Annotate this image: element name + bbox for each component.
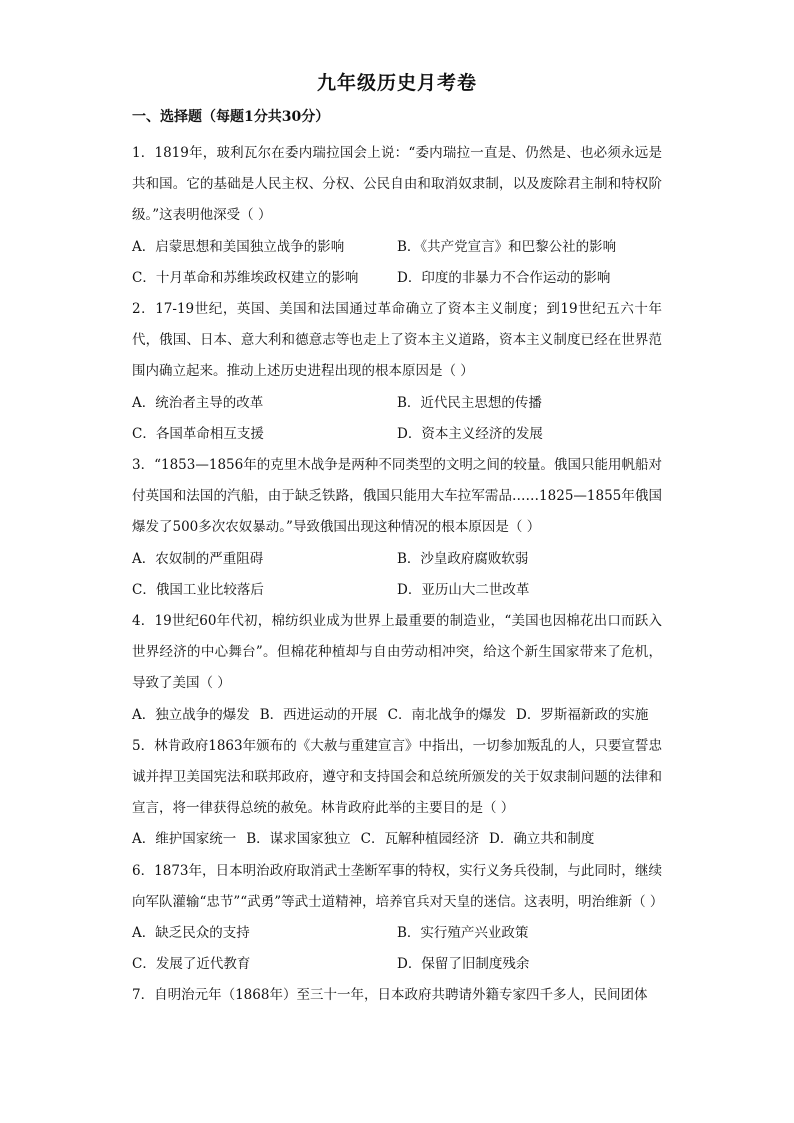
option-b[interactable]: B．谋求国家独立 [246, 831, 351, 848]
option-d[interactable]: D．亚历山大二世改革 [397, 581, 530, 598]
option-group [132, 388, 662, 450]
option-c[interactable]: C．十月革命和苏维埃政权建立的影响 [132, 269, 359, 286]
option-a[interactable]: A．缺乏民众的支持 [132, 925, 250, 942]
question-stem: 5．林肯政府1863年颁布的《大赦与重建宣言》中指出，一切参加叛乱的人，只要宣誓忠诚并捍卫美国宪法和联邦政府，遵守和支持国会和总统所颁发的关于奴隶制问题的法律和宣言，将一律获得总统的赦免。林肯政府此举的主要目的是（ ） [132, 737, 662, 817]
option-c[interactable]: C．瓦解种植园经济 [360, 831, 480, 848]
question-3 [132, 450, 662, 606]
option-group [132, 232, 662, 294]
option-d[interactable]: D．保留了旧制度残余 [397, 956, 530, 973]
option-a[interactable]: A．统治者主导的改革 [132, 394, 264, 411]
option-c[interactable]: C．发展了近代教育 [132, 956, 251, 973]
question-stem: 6．1873年，日本明治政府取消武士垄断军事的特权，实行义务兵役制，与此同时，继续向军队灌输“忠节”“武勇”等武士道精神，培养官兵对天皇的迷信。这表明，明治维新（ ） [132, 862, 664, 910]
question-2 [132, 294, 662, 450]
option-a[interactable]: A．独立战争的爆发 [132, 706, 250, 723]
option-d[interactable]: D．资本主义经济的发展 [397, 425, 543, 442]
option-b[interactable]: B．近代民主思想的传播 [397, 394, 542, 411]
option-d[interactable]: D．罗斯福新政的实施 [516, 706, 649, 723]
option-group [132, 824, 662, 855]
option-c[interactable]: C．各国革命相互支援 [132, 425, 264, 442]
question-list [132, 138, 662, 1012]
question-stem: 3．“1853—1856年的克里木战争是两种不同类型的文明之间的较量。俄国只能用帆船对付英国和法国的汽船，由于缺乏铁路，俄国只能用大车拉军需品……1825—1855年俄国爆发了500多次农奴暴动。”导致俄国出现这种情况的根本原因是（ ） [132, 457, 662, 536]
option-b[interactable]: B．西进运动的开展 [259, 706, 378, 723]
option-group [132, 918, 662, 980]
option-a[interactable]: A．农奴制的严重阻碍 [132, 550, 264, 567]
option-b[interactable]: B．沙皇政府腐败软弱 [397, 550, 529, 567]
question-7 [132, 980, 662, 1011]
option-d[interactable]: D．确立共和制度 [489, 831, 595, 848]
option-c[interactable]: C．俄国工业比较落后 [132, 581, 264, 598]
option-d[interactable]: D．印度的非暴力不合作运动的影响 [397, 269, 611, 286]
question-stem: 1．1819年，玻利瓦尔在委内瑞拉国会上说：“委内瑞拉一直是、仍然是、也必须永远是共和国。它的基础是人民主权、分权、公民自由和取消奴隶制，以及废除君主制和特权阶级。”这表明他深受（ ） [132, 145, 662, 224]
option-group [132, 544, 662, 606]
question-6 [132, 856, 662, 981]
option-a[interactable]: A．启蒙思想和美国独立战争的影响 [132, 238, 345, 255]
page-title: 九年级历史月考卷 [316, 72, 477, 94]
question-stem: 2．17-19世纪，英国、美国和法国通过革命确立了资本主义制度；到19世纪五六十年代，俄国、日本、意大利和德意志等也走上了资本主义道路，资本主义制度已经在世界范围内确立起来。推动上述历史进程出现的根本原因是（ ） [132, 301, 662, 380]
option-b[interactable]: B．实行殖产兴业政策 [397, 925, 529, 942]
question-5 [132, 731, 662, 856]
question-4 [132, 606, 662, 731]
option-c[interactable]: C．南北战争的爆发 [387, 706, 507, 723]
question-stem: 4．19世纪60年代初，棉纺织业成为世界上最重要的制造业，“美国也因棉花出口而跃入世界经济的中心舞台”。但棉花种植却与自由劳动相冲突，给这个新生国家带来了危机，导致了美国（ ） [132, 613, 662, 692]
question-stem: 7．自明治元年（1868年）至三十一年，日本政府共聘请外籍专家四千多人，民间团体 [132, 987, 648, 1004]
option-group [132, 700, 662, 731]
option-a[interactable]: A．维护国家统一 [132, 831, 237, 848]
option-b[interactable]: B．《共产党宣言》和巴黎公社的影响 [397, 238, 617, 255]
section-heading: 一、选择题（每题1分共30分） [132, 109, 330, 125]
question-1 [132, 138, 662, 294]
